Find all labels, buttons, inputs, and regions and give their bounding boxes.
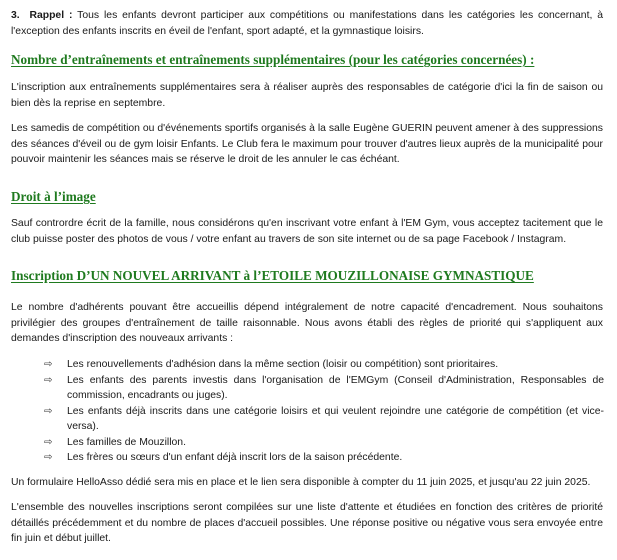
right-arrow-outline-icon: ⇨ (44, 405, 53, 417)
list-item (44, 373, 604, 404)
list-item (44, 450, 604, 466)
rappel-text: Tous les enfants devront participer aux compétitions ou manifestations dans les catégories les concernant, à l'exception des enfants inscrits en éveil de l'enfant, sport adapté, et la gymnastique loisirs. (11, 10, 604, 37)
list-item-text: Les enfants déjà inscrits dans une catégorie loisirs et qui veulent rejoindre une catégorie de compétition (et vice-versa). (67, 405, 604, 432)
list-item-text: Les familles de Mouzillon. (67, 436, 186, 448)
rappel-number: 3. (11, 10, 20, 21)
right-arrow-outline-icon: ⇨ (44, 452, 53, 463)
list-item-text: Les renouvellements d'adhésion dans la même section (loisir ou compétition) sont prioritaires. (67, 359, 499, 370)
right-arrow-outline-icon: ⇨ (44, 374, 53, 386)
rappel-label: Rappel : (29, 10, 73, 21)
right-arrow-outline-icon: ⇨ (44, 436, 53, 448)
list-item (44, 357, 604, 373)
closing-paragraph: L'ensemble des nouvelles inscriptions seront compilées sur une liste d'attente et étudiées en fonction des critères de priorité détaillés précédemment et du nombre de places d'accueil possibles. Une réponse positive ou négative vous sera envoyée entre fin juin et début juillet. (11, 502, 603, 544)
rappel-paragraph (11, 8, 603, 39)
priority-rules-list (44, 357, 604, 466)
entrainements-paragraph-2: Les samedis de compétition ou d'événements sportifs organisés à la salle Eugène GUERIN peuvent amener à des suppressions des séances d'éveil ou de gym loisir Enfants. Le Club fera le maximum pour trouver d'autres lieux auprès de la municipalité pour pouvoir maintenir les séances mais se réserve le droit de les annuler le cas échéant. (11, 123, 603, 165)
droit-image-paragraph: Sauf contrordre écrit de la famille, nous considérons qu'en inscrivant votre enfant à l'EM Gym, vous acceptez tacitement que le club puisse poster des photos de vous / votre enfant au travers de son site internet ou de sa page Facebook / Instagram. (11, 218, 603, 245)
list-item (44, 404, 604, 435)
list-item (44, 435, 604, 451)
heading-entrainements: Nombre d’entraînements et entraînements supplémentaires (pour les catégories concernées) : (11, 52, 535, 67)
heading-droit-image: Droit à l’image (11, 189, 96, 204)
list-item-text: Les enfants des parents investis dans l'organisation de l'EMGym (Conseil d'Administration, Responsables de commission, encadrants ou juges). (67, 374, 604, 401)
list-item-text: Les frères ou sœurs d'un enfant déjà inscrit lors de la saison précédente. (67, 452, 403, 463)
heading-inscription: Inscription D’UN NOUVEL ARRIVANT à l’ETOILE MOUZILLONAISE GYMNASTIQUE (11, 268, 534, 283)
right-arrow-outline-icon: ⇨ (44, 359, 53, 370)
entrainements-paragraph-1: L'inscription aux entraînements supplémentaires sera à réaliser auprès des responsables de catégorie d'ici la fin de saison ou bien dès la reprise en septembre. (11, 82, 603, 109)
helloasso-paragraph: Un formulaire HelloAsso dédié sera mis en place et le lien sera disponible à compter du 11 juin 2025, et jusqu'au 22 juin 2025. (11, 477, 591, 488)
inscription-intro: Le nombre d'adhérents pouvant être accueillis dépend intégralement de notre capacité d'encadrement. Nous souhaitons privilégier des groupes d'entraînement de taille raisonnable. Nous avons établi des règles de priorité qui s'appliquent aux demandes d'inscription des nouveaux arrivants : (11, 302, 603, 344)
